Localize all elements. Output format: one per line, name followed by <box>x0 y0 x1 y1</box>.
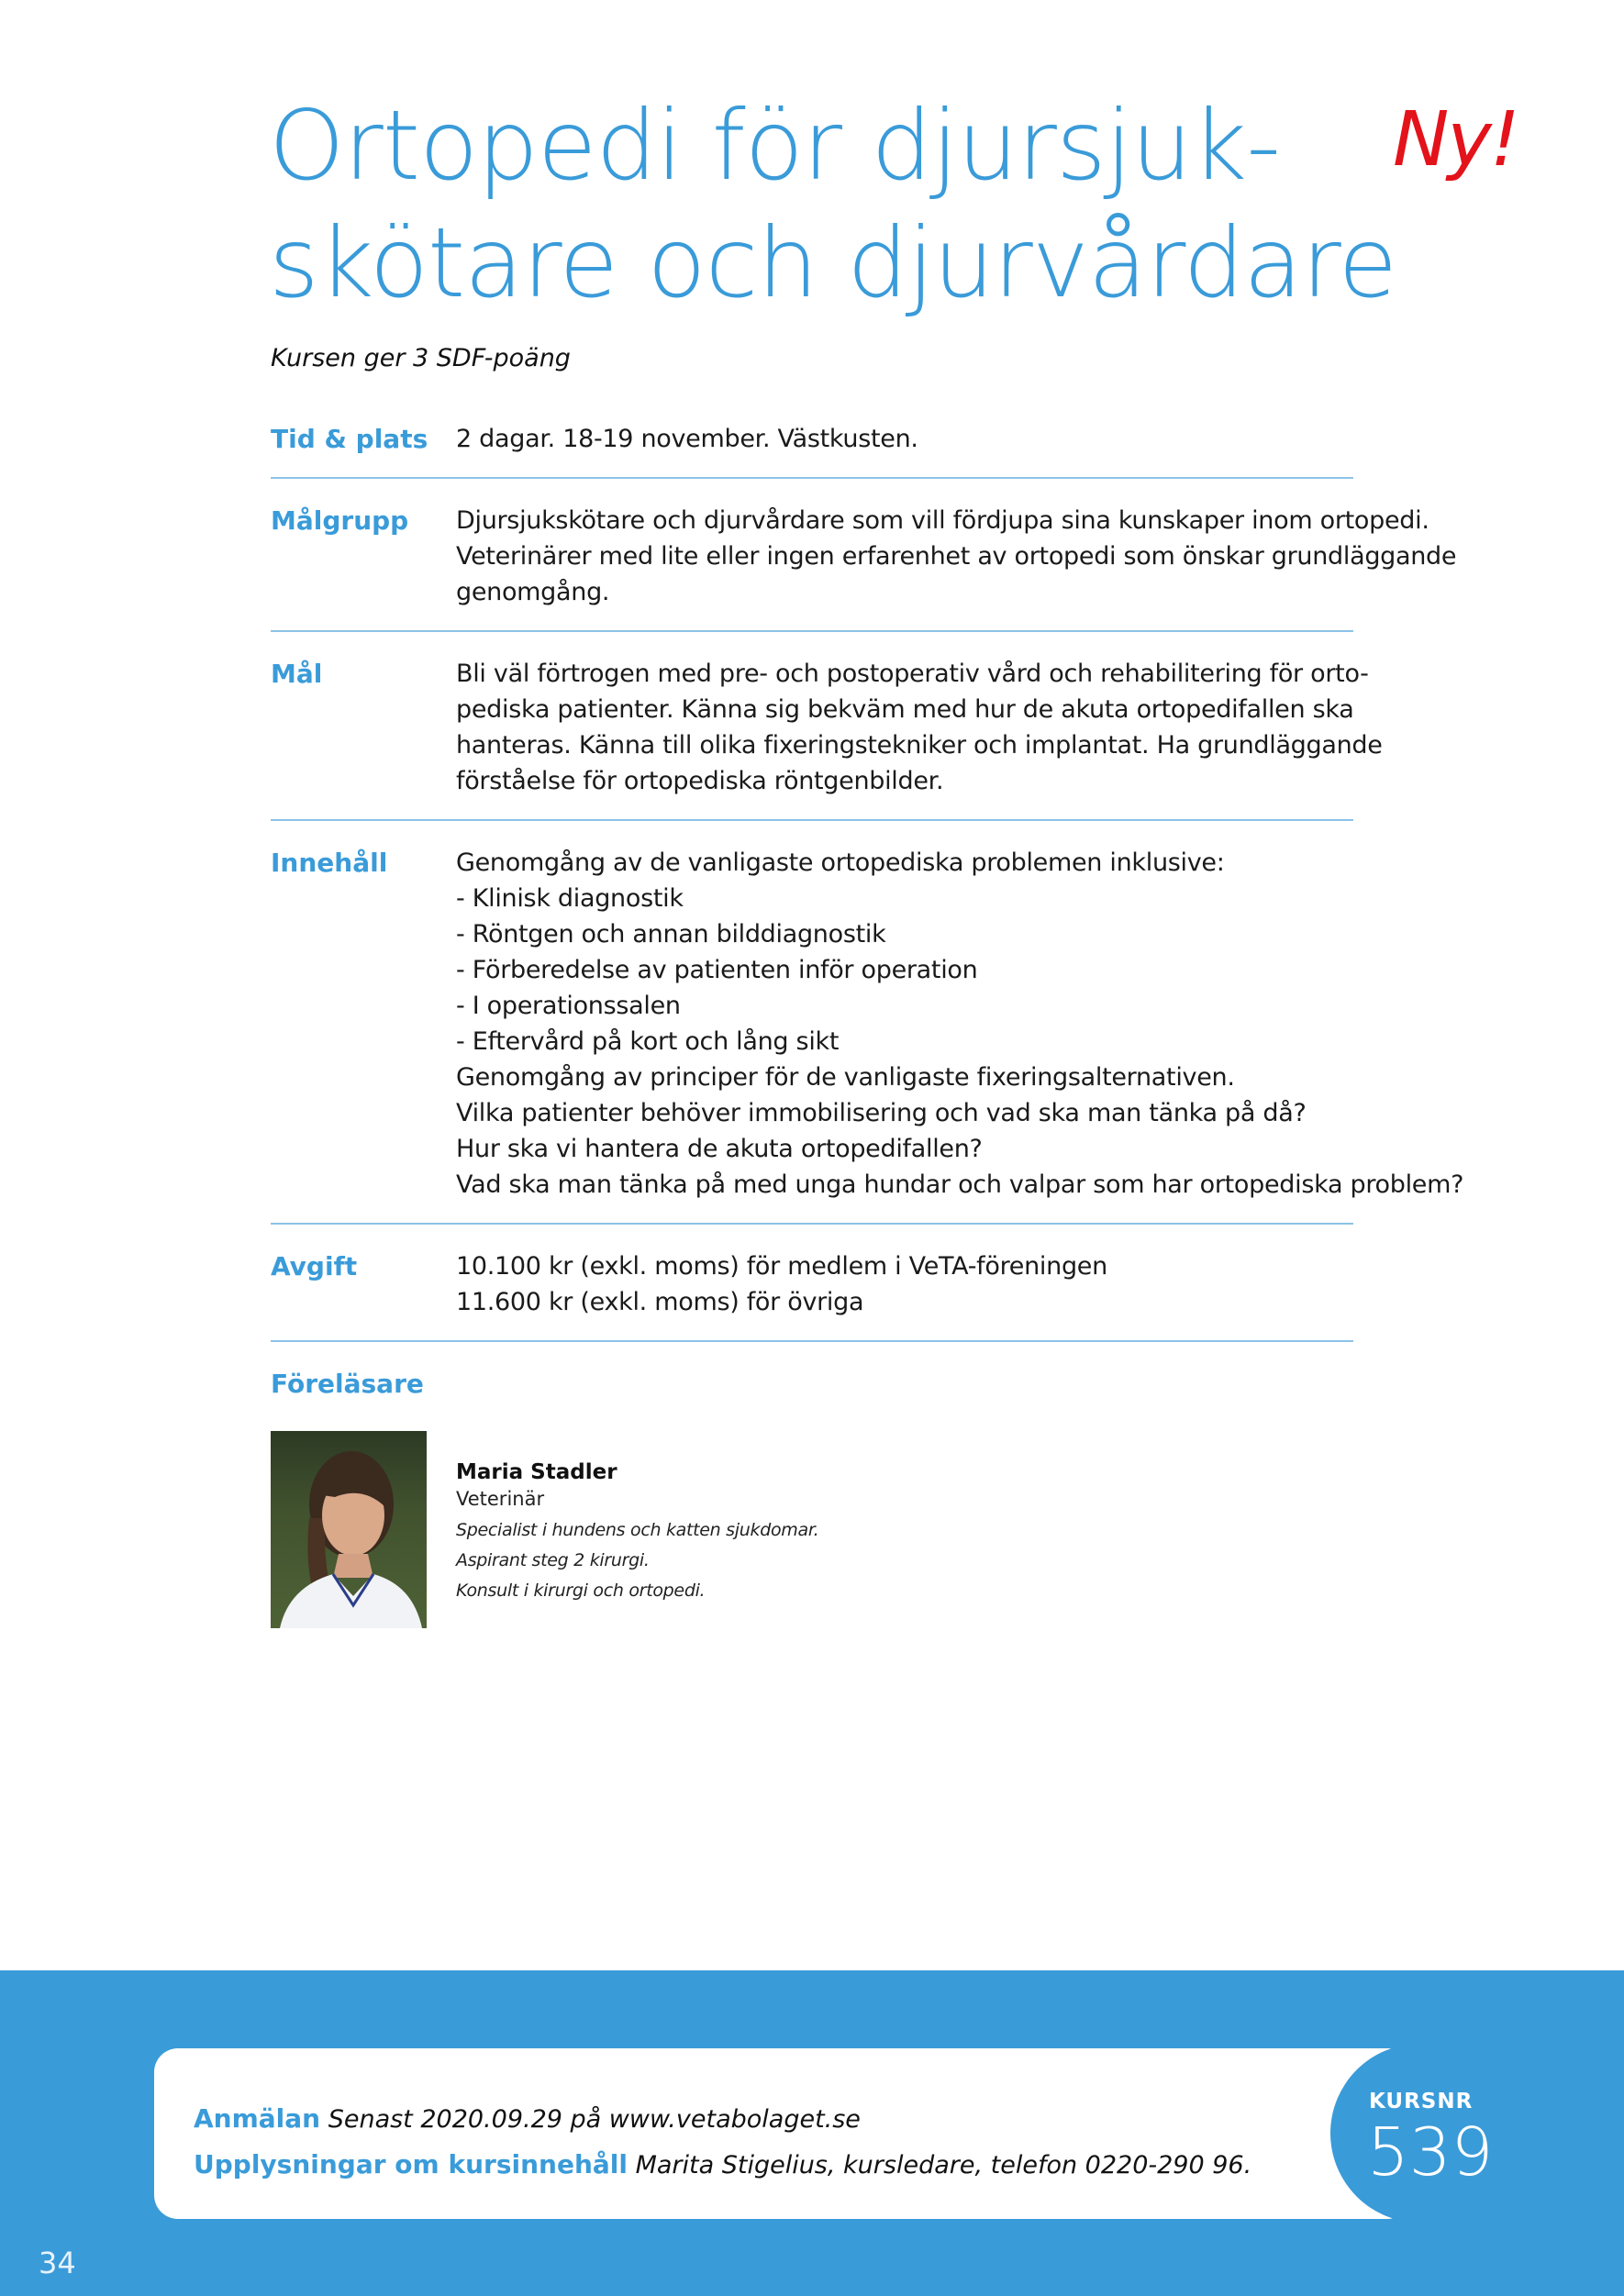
info-row-line: 2 dagar. 18-19 november. Västkusten. <box>456 425 918 453</box>
title-line-2: skötare och djurvårdare <box>269 207 1397 319</box>
info-line <box>194 2149 1251 2180</box>
info-row-line: 10.100 kr (exkl. moms) för medlem i VeTA-föreningen <box>456 1252 1107 1281</box>
info-row-line: - I operationssalen <box>456 992 681 1020</box>
lecturer-name: Maria Stadler <box>456 1460 617 1484</box>
info-row-value <box>456 1248 1353 1320</box>
info-row-line: Hur ska vi hantera de akuta ortopedifallen? <box>456 1135 983 1163</box>
contact-card <box>154 2048 1411 2219</box>
info-row-line: - Röntgen och annan bilddiagnostik <box>456 920 886 948</box>
info-row <box>271 1362 1353 1422</box>
lecturer-detail: Specialist i hundens och katten sjukdomar. <box>456 1520 819 1540</box>
signup-line <box>194 2103 861 2134</box>
lecturer-detail: Aspirant steg 2 kirurgi. <box>456 1550 650 1570</box>
lecturer-detail: Konsult i kirurgi och ortopedi. <box>456 1581 706 1601</box>
info-row <box>271 499 1457 632</box>
info-row-line: genomgång. <box>456 578 610 606</box>
info-row-line: Djursjukskötare och djurvårdare som vill fördjupa sina kunskaper inom ortopedi. <box>456 506 1429 535</box>
info-row-label: Målgrupp <box>271 505 409 536</box>
info-row-line: Veterinärer med lite eller ingen erfarenhet av ortopedi som önskar grundläggande <box>456 542 1457 571</box>
page-number: 34 <box>39 2246 76 2280</box>
info-label: Upplysningar om kursinnehåll <box>194 2149 628 2180</box>
course-number-badge <box>1330 2044 1514 2223</box>
info-row-label: Tid & plats <box>271 424 428 454</box>
lecturer-card <box>271 1431 913 1628</box>
info-row-line: - Klinisk diagnostik <box>456 884 684 913</box>
new-badge: Ny! <box>1393 96 1518 183</box>
lecturer-photo <box>271 1431 427 1628</box>
info-row <box>271 841 1464 1225</box>
portrait-image <box>271 1431 427 1628</box>
info-row <box>271 1245 1353 1342</box>
info-row-label: Avgift <box>271 1251 358 1281</box>
course-number: 539 <box>1367 2113 1494 2191</box>
course-info-table <box>271 417 1464 1442</box>
course-number-label: KURSNR <box>1369 2090 1474 2113</box>
info-row-value <box>456 656 1383 799</box>
info-row-value <box>456 421 1353 457</box>
info-row-value <box>456 1366 1353 1402</box>
info-row <box>271 652 1383 821</box>
footer-band <box>0 1970 1624 2296</box>
credit-points: Kursen ger 3 SDF-poäng <box>271 344 571 372</box>
info-row-label: Mål <box>271 659 323 689</box>
info-row-line: Genomgång av de vanligaste ortopediska problemen inklusive: <box>456 849 1225 877</box>
info-row-line: - Eftervård på kort och lång sikt <box>456 1027 840 1056</box>
signup-label: Anmälan <box>194 2103 321 2134</box>
info-row-line: pediska patienter. Känna sig bekväm med hur de akuta ortopedifallen ska <box>456 695 1354 724</box>
info-row-value <box>456 845 1463 1203</box>
info-text: Marita Stigelius, kursledare, telefon 0220-290 96. <box>635 2151 1252 2180</box>
info-row-line: Bli väl förtrogen med pre- och postoperativ vård och rehabilitering för orto- <box>456 660 1369 688</box>
info-row-line: förståelse för ortopediska röntgenbilder. <box>456 767 944 795</box>
info-row-line: Vilka patienter behöver immobilisering och vad ska man tänka på då? <box>456 1099 1307 1127</box>
info-row-line: Vad ska man tänka på med unga hundar och valpar som har ortopediska problem? <box>456 1170 1464 1199</box>
signup-text: Senast 2020.09.29 på www.vetabolaget.se <box>328 2105 861 2134</box>
info-row-value <box>456 503 1456 610</box>
title-line-1: Ortopedi för djursjuk- <box>269 90 1281 202</box>
lecturer-bio <box>456 1460 818 1606</box>
info-row-line: 11.600 kr (exkl. moms) för övriga <box>456 1288 864 1316</box>
info-row-label: Innehåll <box>271 848 388 878</box>
info-row-line: Genomgång av principer för de vanligaste fixeringsalternativen. <box>456 1063 1235 1092</box>
page-title <box>269 87 1397 322</box>
info-row-label: Föreläsare <box>271 1369 424 1399</box>
info-row <box>271 417 1353 479</box>
lecturer-role: Veterinär <box>456 1488 545 1510</box>
info-row-line: - Förberedelse av patienten inför operation <box>456 956 978 984</box>
info-row-line: hanteras. Känna till olika fixeringstekniker och implantat. Ha grundläggande <box>456 731 1383 760</box>
